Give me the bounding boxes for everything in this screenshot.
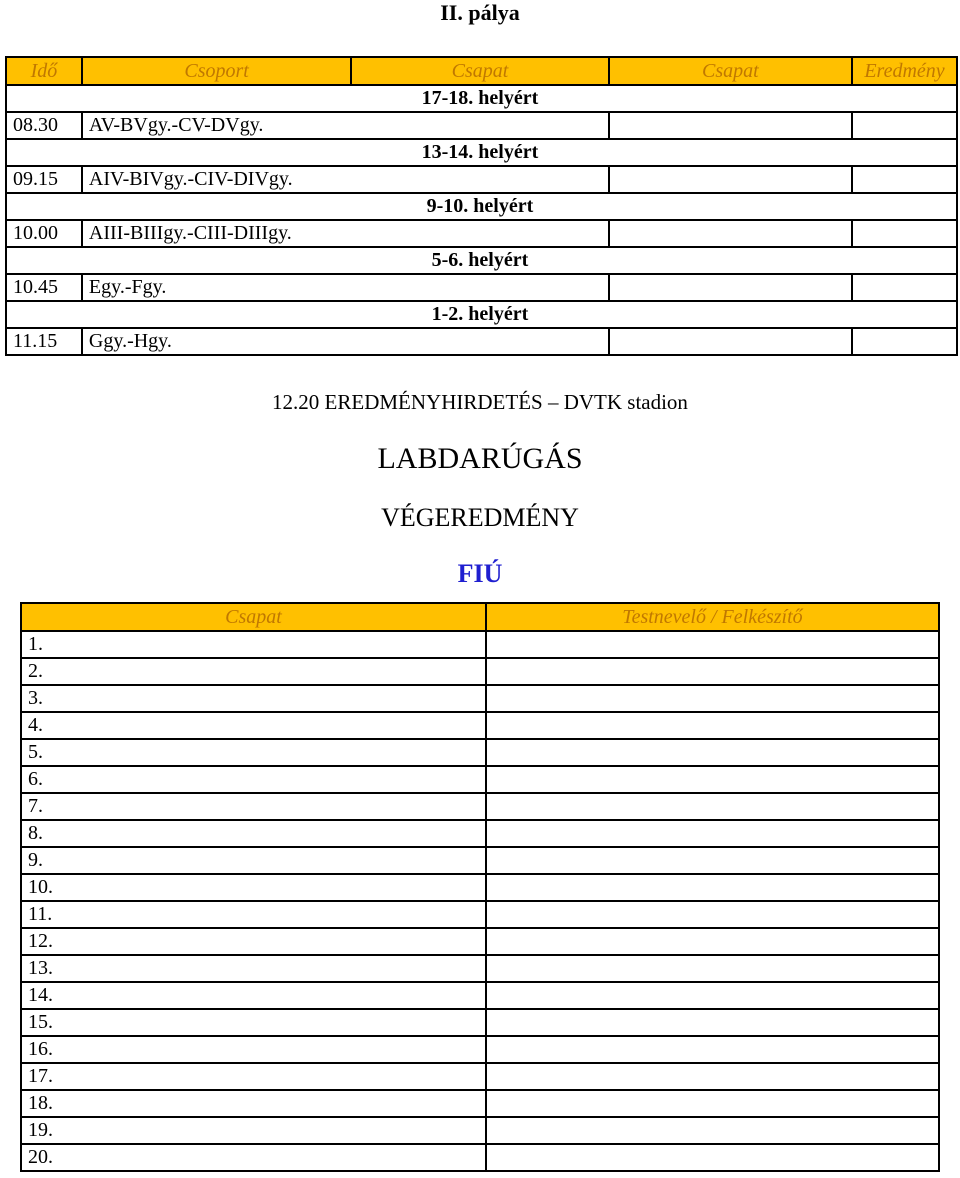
match-row [6, 220, 957, 247]
match-time: 09.15 [6, 166, 82, 193]
placement-spacer [6, 193, 351, 220]
header-team: Csapat [21, 603, 486, 631]
match-time: 08.30 [6, 112, 82, 139]
placement-spacer [852, 139, 957, 166]
page-title: II. pálya [440, 0, 520, 25]
team-1-cell [351, 166, 608, 193]
match-time: 11.15 [6, 328, 82, 355]
result-row [21, 766, 939, 793]
header-coach: Testnevelő / Felkészítő [486, 603, 939, 631]
placement-label: 17-18. helyért [421, 87, 539, 109]
team-2-cell [609, 328, 852, 355]
placement-spacer [852, 193, 957, 220]
schedule-header-row [6, 57, 957, 85]
coach-cell [486, 847, 939, 874]
rank-cell: 11. [21, 901, 486, 928]
header-team-2: Csapat [609, 57, 852, 85]
result-row [21, 1117, 939, 1144]
result-row [21, 928, 939, 955]
placement-row [6, 85, 957, 112]
gender-title: FIÚ [457, 559, 503, 588]
results-header-row [21, 603, 939, 631]
rank-cell: 13. [21, 955, 486, 982]
rank-cell: 10. [21, 874, 486, 901]
coach-cell [486, 658, 939, 685]
header-team-1: Csapat [351, 57, 608, 85]
rank-cell: 8. [21, 820, 486, 847]
placement-spacer [609, 301, 852, 328]
coach-cell [486, 955, 939, 982]
coach-cell [486, 1117, 939, 1144]
result-row [21, 631, 939, 658]
team-1-cell [351, 274, 608, 301]
coach-cell [486, 874, 939, 901]
header-group: Csoport [82, 57, 351, 85]
rank-cell: 6. [21, 766, 486, 793]
rank-cell: 14. [21, 982, 486, 1009]
coach-cell [486, 1036, 939, 1063]
coach-cell [486, 820, 939, 847]
coach-cell [486, 1063, 939, 1090]
result-row [21, 685, 939, 712]
placement-spacer [852, 301, 957, 328]
coach-cell [486, 1144, 939, 1171]
match-group: Egy.-Fgy. [82, 274, 351, 301]
coach-cell [486, 712, 939, 739]
rank-cell: 9. [21, 847, 486, 874]
rank-cell: 2. [21, 658, 486, 685]
coach-cell [486, 1090, 939, 1117]
placement-spacer [6, 247, 351, 274]
coach-cell [486, 928, 939, 955]
coach-cell [486, 766, 939, 793]
result-row [21, 658, 939, 685]
result-row [21, 982, 939, 1009]
placement-label: 5-6. helyért [431, 249, 529, 271]
placement-label: 9-10. helyért [426, 195, 534, 217]
rank-cell: 5. [21, 739, 486, 766]
team-1-cell [351, 220, 608, 247]
sport-title: LABDARÚGÁS [377, 442, 583, 475]
placement-spacer [609, 85, 852, 112]
placement-spacer [609, 193, 852, 220]
rank-cell: 19. [21, 1117, 486, 1144]
match-row [6, 112, 957, 139]
results-table [20, 602, 940, 1172]
result-row [21, 874, 939, 901]
header-time: Idő [6, 57, 82, 85]
result-row [21, 955, 939, 982]
result-cell [852, 220, 957, 247]
placement-spacer [6, 139, 351, 166]
team-2-cell [609, 112, 852, 139]
placement-row [6, 247, 957, 274]
result-row [21, 847, 939, 874]
result-row [21, 739, 939, 766]
placement-spacer [609, 139, 852, 166]
coach-cell [486, 631, 939, 658]
match-row [6, 328, 957, 355]
rank-cell: 7. [21, 793, 486, 820]
match-time: 10.00 [6, 220, 82, 247]
result-row [21, 820, 939, 847]
match-group: AIII-BIIIgy.-CIII-DIIIgy. [82, 220, 351, 247]
result-row [21, 1144, 939, 1171]
result-cell [852, 328, 957, 355]
team-2-cell [609, 220, 852, 247]
placement-label: 1-2. helyért [431, 303, 529, 325]
rank-cell: 18. [21, 1090, 486, 1117]
coach-cell [486, 793, 939, 820]
team-1-cell [351, 112, 608, 139]
team-2-cell [609, 166, 852, 193]
header-result: Eredmény [852, 57, 957, 85]
rank-cell: 3. [21, 685, 486, 712]
schedule-table [5, 56, 958, 356]
rank-cell: 20. [21, 1144, 486, 1171]
coach-cell [486, 1009, 939, 1036]
match-row [6, 274, 957, 301]
placement-spacer [852, 247, 957, 274]
rank-cell: 17. [21, 1063, 486, 1090]
rank-cell: 12. [21, 928, 486, 955]
result-row [21, 1090, 939, 1117]
placement-row [6, 301, 957, 328]
coach-cell [486, 739, 939, 766]
placement-spacer [609, 247, 852, 274]
match-row [6, 166, 957, 193]
result-row [21, 793, 939, 820]
placement-spacer [6, 301, 351, 328]
result-cell [852, 112, 957, 139]
result-row [21, 1063, 939, 1090]
placement-spacer [852, 85, 957, 112]
coach-cell [486, 982, 939, 1009]
coach-cell [486, 685, 939, 712]
match-group: Ggy.-Hgy. [82, 328, 351, 355]
announcement: 12.20 EREDMÉNYHIRDETÉS – DVTK stadion [272, 390, 688, 414]
team-2-cell [609, 274, 852, 301]
match-group: AV-BVgy.-CV-DVgy. [82, 112, 351, 139]
placement-label: 13-14. helyért [421, 141, 539, 163]
result-cell [852, 274, 957, 301]
final-results-title: VÉGEREDMÉNY [381, 503, 579, 532]
result-row [21, 1036, 939, 1063]
rank-cell: 4. [21, 712, 486, 739]
result-cell [852, 166, 957, 193]
placement-spacer [6, 85, 351, 112]
match-time: 10.45 [6, 274, 82, 301]
team-1-cell [351, 328, 608, 355]
result-row [21, 1009, 939, 1036]
rank-cell: 1. [21, 631, 486, 658]
placement-row [6, 139, 957, 166]
rank-cell: 15. [21, 1009, 486, 1036]
result-row [21, 901, 939, 928]
rank-cell: 16. [21, 1036, 486, 1063]
placement-row [6, 193, 957, 220]
coach-cell [486, 901, 939, 928]
match-group: AIV-BIVgy.-CIV-DIVgy. [82, 166, 351, 193]
result-row [21, 712, 939, 739]
